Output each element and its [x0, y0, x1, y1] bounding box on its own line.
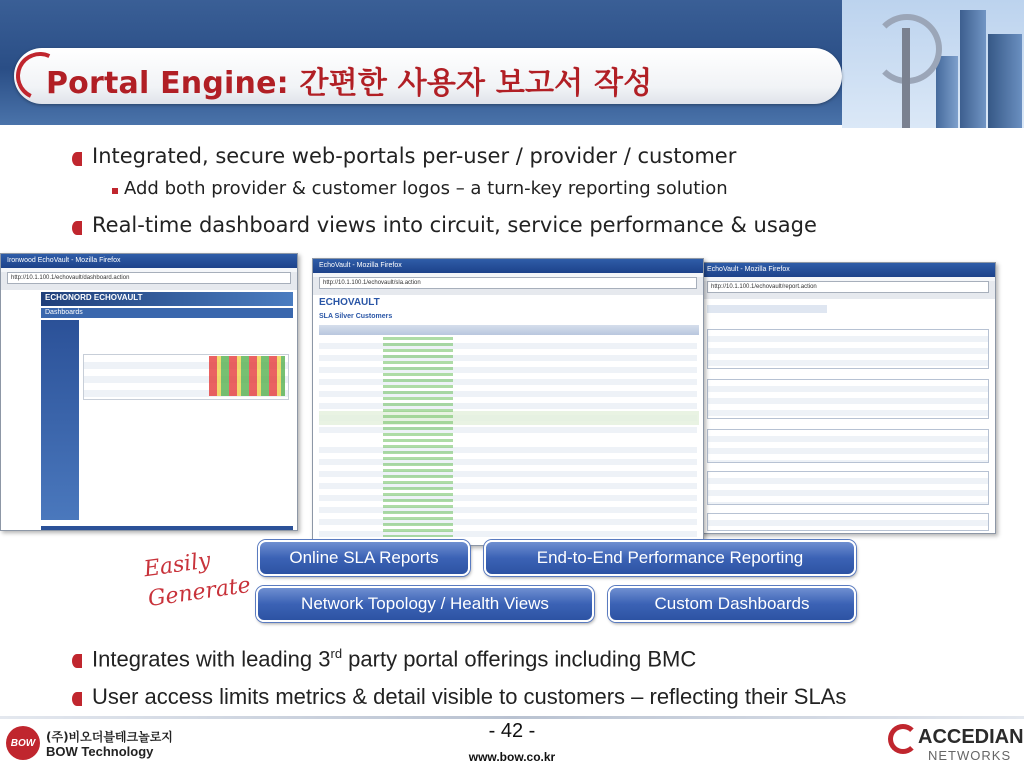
telecom-tower-image — [842, 0, 1024, 128]
bullet-text: Real-time dashboard views into circuit, service performance & usage — [92, 213, 817, 237]
screenshot-dashboards — [0, 253, 298, 531]
online-sla-reports-button[interactable]: Online SLA Reports — [258, 540, 470, 576]
accedian-networks-logo — [888, 722, 1022, 766]
screenshot-sla-report — [312, 258, 704, 546]
slide-title: Portal Engine: 간편한 사용자 보고서 작성 — [46, 66, 653, 101]
footer-url: www.bow.co.kr — [468, 750, 556, 764]
app-brand: ECHOVAULT — [319, 297, 380, 308]
bow-logo-icon: BOW — [6, 726, 40, 760]
accedian-name: ACCEDIAN — [918, 726, 1024, 748]
easily-generate-callout — [142, 541, 254, 619]
bullet-text-third-party: Integrates with leading 3rd party portal offerings including BMC — [92, 646, 697, 672]
app-brand: ECHONORD ECHOVAULT — [45, 293, 143, 302]
panel-title: Dashboards — [45, 309, 83, 316]
sub-bullet-icon — [112, 188, 118, 194]
accedian-swirl-icon — [888, 724, 918, 754]
bullet-text-user-access: User access limits metrics & detail visible to customers – reflecting their SLAs — [92, 684, 847, 709]
custom-dashboards-button[interactable]: Custom Dashboards — [608, 586, 856, 622]
bullet-icon — [72, 654, 82, 668]
sub-bullet-text: Add both provider & customer logos – a turn-key reporting solution — [124, 178, 728, 199]
address-bar: http://10.1.100.1/echovault/report.action — [707, 281, 989, 293]
bullet-icon — [72, 221, 82, 235]
accedian-sub: NETWORKS — [928, 748, 1012, 763]
browser-title: EchoVault - Mozilla Firefox — [701, 263, 995, 277]
bullet-icon — [72, 152, 82, 166]
browser-title: EchoVault - Mozilla Firefox — [313, 259, 703, 273]
browser-title: Ironwood EchoVault - Mozilla Firefox — [1, 254, 297, 268]
bow-korean-name: (주)비오더블테크놀로지 — [46, 730, 173, 744]
network-topology-health-views-button[interactable]: Network Topology / Health Views — [256, 586, 594, 622]
bow-english-name: BOW Technology — [46, 744, 154, 759]
callout-line1: Easily — [142, 548, 213, 583]
page-number: - 42 - — [488, 720, 536, 742]
bullet-text: Integrated, secure web-portals per-user / provider / customer — [92, 144, 737, 168]
address-bar: http://10.1.100.1/echovault/sla.action — [319, 277, 697, 289]
address-bar: http://10.1.100.1/echovault/dashboard.action — [7, 272, 291, 284]
callout-line2: Generate — [146, 572, 253, 612]
report-heading: SLA Silver Customers — [319, 313, 393, 320]
bullet-icon — [72, 692, 82, 706]
end-to-end-performance-reporting-button[interactable]: End-to-End Performance Reporting — [484, 540, 856, 576]
footer-divider — [0, 716, 1024, 719]
screenshot-performance — [700, 262, 996, 534]
